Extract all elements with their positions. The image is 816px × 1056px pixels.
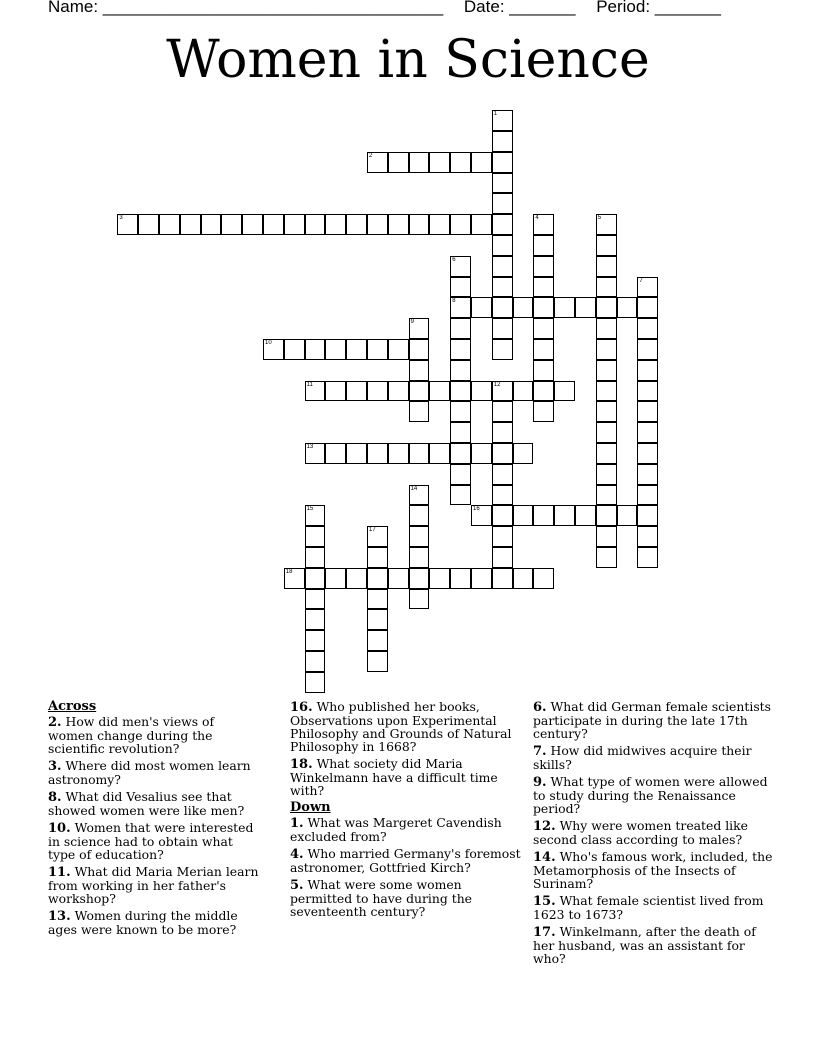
crossword-cell[interactable] — [492, 401, 513, 422]
clue-text: What society did Maria Winkelmann have a difficult time with? — [290, 756, 498, 798]
crossword-cell[interactable] — [492, 318, 513, 339]
crossword-cell[interactable] — [533, 401, 554, 422]
clue-text: What were some women permitted to have during the seventeenth century? — [290, 877, 473, 919]
clue-number-label: 10. — [48, 821, 71, 836]
crossword-cell[interactable] — [533, 235, 554, 256]
clue-item — [290, 816, 525, 843]
crossword-cell[interactable] — [221, 214, 242, 235]
crossword-cell[interactable] — [637, 443, 658, 464]
crossword-cell[interactable] — [554, 381, 575, 402]
clue-item — [48, 715, 263, 755]
crossword-cell[interactable] — [409, 318, 430, 339]
crossword-cell[interactable] — [325, 568, 346, 589]
clue-text: How did men's views of women change during the scientific revolution? — [48, 714, 215, 756]
crossword-cell[interactable] — [492, 152, 513, 173]
crossword-cell[interactable] — [492, 568, 513, 589]
crossword-cell[interactable] — [596, 235, 617, 256]
crossword-cell[interactable] — [450, 443, 471, 464]
crossword-cell[interactable] — [388, 152, 409, 173]
crossword-cell[interactable] — [596, 277, 617, 298]
date-field[interactable]: Date: _______ — [463, 0, 576, 16]
crossword-cell[interactable] — [492, 505, 513, 526]
clue-number: 2 — [369, 152, 373, 159]
clue-number-label: 16. — [290, 700, 313, 715]
crossword-cell[interactable] — [409, 526, 430, 547]
crossword-cell[interactable] — [159, 214, 180, 235]
clue-text: How did midwives acquire their skills? — [533, 743, 752, 772]
crossword-cell[interactable] — [533, 505, 554, 526]
crossword-cell[interactable] — [388, 339, 409, 360]
crossword-cell[interactable] — [637, 547, 658, 568]
crossword-cell[interactable] — [471, 381, 492, 402]
clue-number-label: 2. — [48, 715, 62, 730]
crossword-cell[interactable] — [346, 443, 367, 464]
crossword-cell[interactable] — [325, 381, 346, 402]
crossword-cell[interactable] — [305, 630, 326, 651]
clue-number: 15 — [306, 506, 314, 513]
crossword-cell[interactable] — [409, 547, 430, 568]
crossword-cell[interactable] — [367, 630, 388, 651]
crossword-cell[interactable] — [637, 422, 658, 443]
crossword-cell[interactable] — [367, 152, 388, 173]
crossword-cell[interactable] — [346, 339, 367, 360]
crossword-cell[interactable] — [305, 381, 326, 402]
crossword-cell[interactable] — [346, 381, 367, 402]
crossword-cell[interactable] — [429, 443, 450, 464]
crossword-cell[interactable] — [471, 214, 492, 235]
crossword-cell[interactable] — [492, 485, 513, 506]
crossword-cell[interactable] — [533, 277, 554, 298]
crossword-cell[interactable] — [533, 339, 554, 360]
crossword-cell[interactable] — [471, 443, 492, 464]
crossword-cell[interactable] — [596, 214, 617, 235]
clue-item — [48, 821, 263, 861]
crossword-cell[interactable] — [492, 277, 513, 298]
crossword-cell[interactable] — [637, 360, 658, 381]
crossword-cell[interactable] — [637, 505, 658, 526]
crossword-cell[interactable] — [117, 214, 138, 235]
crossword-cell[interactable] — [596, 464, 617, 485]
crossword-cell[interactable] — [492, 297, 513, 318]
crossword-cell[interactable] — [513, 443, 534, 464]
crossword-cell[interactable] — [450, 401, 471, 422]
crossword-cell[interactable] — [513, 297, 534, 318]
clue-item — [533, 925, 773, 965]
crossword-cell[interactable] — [450, 464, 471, 485]
crossword-cell[interactable] — [617, 505, 638, 526]
clue-number: 13 — [306, 444, 314, 450]
crossword-cell[interactable] — [409, 568, 430, 589]
crossword-cell[interactable] — [492, 526, 513, 547]
crossword-cell[interactable] — [492, 381, 513, 402]
clue-text: What did Maria Merian learn from working in her father's workshop? — [48, 864, 259, 906]
clue-number-label: 9. — [533, 775, 547, 790]
crossword-cell[interactable] — [409, 401, 430, 422]
crossword-cell[interactable] — [409, 152, 430, 173]
clue-number-label: 13. — [48, 909, 71, 924]
crossword-cell[interactable] — [305, 609, 326, 630]
crossword-cell[interactable] — [305, 651, 326, 672]
crossword-cell[interactable] — [596, 360, 617, 381]
clue-item — [533, 819, 773, 846]
crossword-cell[interactable] — [492, 193, 513, 214]
clue-text: Who married Germany's foremost astronomer, Gottfried Kirch? — [290, 846, 521, 875]
clue-number: 4 — [535, 215, 539, 222]
clue-item — [290, 847, 525, 874]
crossword-cell[interactable] — [596, 297, 617, 318]
crossword-cell[interactable] — [367, 214, 388, 235]
clue-text: What did Vesalius see that showed women were like men? — [48, 789, 245, 818]
clue-number: 9 — [410, 319, 414, 326]
crossword-cell[interactable] — [575, 505, 596, 526]
crossword-cell[interactable] — [637, 526, 658, 547]
crossword-cell[interactable] — [492, 131, 513, 152]
crossword-cell[interactable] — [471, 568, 492, 589]
crossword-cell[interactable] — [305, 589, 326, 610]
crossword-cell[interactable] — [450, 318, 471, 339]
crossword-cell[interactable] — [492, 173, 513, 194]
crossword-cell[interactable] — [450, 568, 471, 589]
crossword-cell[interactable] — [388, 568, 409, 589]
crossword-cell[interactable] — [596, 339, 617, 360]
clue-text: Who published her books, Observations upon Experimental Philosophy and Grounds of Natural Philosophy in 1668? — [290, 699, 512, 754]
crossword-cell[interactable] — [554, 505, 575, 526]
clue-text: What did German female scientists participate in during the late 17th century? — [533, 699, 772, 741]
clue-number: 17 — [369, 527, 376, 534]
clue-number: 12 — [493, 381, 501, 388]
clue-number-label: 18. — [290, 757, 313, 772]
clue-item — [290, 878, 525, 918]
crossword-cell[interactable] — [596, 381, 617, 402]
clue-number-label: 12. — [533, 819, 556, 834]
clue-number-label: 7. — [533, 744, 547, 759]
crossword-cell[interactable] — [492, 443, 513, 464]
clue-number: 8 — [452, 298, 456, 305]
crossword-cell[interactable] — [429, 214, 450, 235]
crossword-cell[interactable] — [305, 568, 326, 589]
across-heading: Across — [48, 699, 97, 714]
clue-text: What female scientist lived from 1623 to 1673? — [533, 893, 764, 922]
crossword-cell[interactable] — [533, 297, 554, 318]
clue-number-label: 11. — [48, 865, 71, 880]
crossword-cell[interactable] — [409, 443, 430, 464]
clue-text: What type of women were allowed to study during the Renaissance period? — [533, 774, 768, 816]
crossword-cell[interactable] — [305, 339, 326, 360]
clues-column-3 — [533, 700, 773, 969]
crossword-cell[interactable] — [450, 339, 471, 360]
clues-column-2 — [290, 700, 525, 922]
crossword-cell[interactable] — [325, 339, 346, 360]
crossword-cell[interactable] — [409, 485, 430, 506]
crossword-cell[interactable] — [325, 443, 346, 464]
crossword-cell[interactable] — [367, 589, 388, 610]
crossword-cell[interactable] — [367, 651, 388, 672]
crossword-cell[interactable] — [242, 214, 263, 235]
clue-text: Winkelmann, after the death of her husband, was an assistant for who? — [533, 924, 756, 966]
clues-column-1 — [48, 700, 263, 940]
crossword-cell[interactable] — [637, 401, 658, 422]
clue-number-label: 4. — [290, 847, 304, 862]
crossword-cell[interactable] — [305, 505, 326, 526]
clue-number: 1 — [493, 111, 498, 118]
clue-number: 11 — [306, 381, 313, 388]
crossword-cell[interactable] — [305, 526, 326, 547]
clue-item — [48, 759, 263, 786]
crossword-cell[interactable] — [596, 256, 617, 277]
crossword-cell[interactable] — [409, 214, 430, 235]
clue-number-label: 14. — [533, 850, 556, 865]
crossword-cell[interactable] — [637, 297, 658, 318]
crossword-cell[interactable] — [325, 214, 346, 235]
clue-item — [533, 744, 773, 771]
clue-number-label: 17. — [533, 925, 556, 940]
page-title: Women in Science — [166, 30, 650, 90]
clue-text: Who's famous work, included, the Metamorphosis of the Insects of Surinam? — [533, 849, 773, 891]
crossword-cell[interactable] — [596, 401, 617, 422]
clue-text: Why were women treated like second class according to males? — [533, 818, 748, 847]
crossword-cell[interactable] — [409, 505, 430, 526]
clue-number-label: 8. — [48, 790, 62, 805]
clue-number-label: 6. — [533, 700, 547, 715]
crossword-cell[interactable] — [492, 256, 513, 277]
crossword-cell[interactable] — [554, 297, 575, 318]
crossword-cell[interactable] — [492, 235, 513, 256]
crossword-cell[interactable] — [533, 318, 554, 339]
clue-text: Women during the middle ages were known to be more? — [48, 908, 238, 937]
clue-item — [533, 894, 773, 921]
crossword-cell[interactable] — [637, 381, 658, 402]
crossword-cell[interactable] — [138, 214, 159, 235]
crossword-cell[interactable] — [450, 381, 471, 402]
crossword-cell[interactable] — [367, 339, 388, 360]
crossword-cell[interactable] — [409, 381, 430, 402]
clue-number: 18 — [285, 568, 293, 575]
crossword-cell[interactable] — [596, 422, 617, 443]
clue-item — [533, 775, 773, 815]
crossword-cell[interactable] — [533, 360, 554, 381]
crossword-cell[interactable] — [492, 464, 513, 485]
crossword-cell[interactable] — [637, 339, 658, 360]
clue-item — [290, 757, 525, 797]
crossword-cell[interactable] — [596, 318, 617, 339]
crossword-cell[interactable] — [596, 547, 617, 568]
crossword-cell[interactable] — [492, 110, 513, 131]
crossword-cell[interactable] — [284, 339, 305, 360]
crossword-cell[interactable] — [305, 672, 326, 693]
crossword-cell[interactable] — [513, 505, 534, 526]
crossword-cell[interactable] — [367, 526, 388, 547]
crossword-cell[interactable] — [263, 214, 284, 235]
crossword-cell[interactable] — [284, 568, 305, 589]
clue-number-label: 1. — [290, 816, 304, 831]
crossword-cell[interactable] — [533, 214, 554, 235]
clue-number-label: 15. — [533, 894, 556, 909]
crossword-cell[interactable] — [533, 568, 554, 589]
crossword-cell[interactable] — [367, 547, 388, 568]
crossword-cell[interactable] — [409, 589, 430, 610]
crossword-cell[interactable] — [429, 568, 450, 589]
crossword-cell[interactable] — [513, 568, 534, 589]
crossword-cell[interactable] — [305, 214, 326, 235]
crossword-cell[interactable] — [367, 609, 388, 630]
clue-item — [48, 865, 263, 905]
crossword-cell[interactable] — [429, 152, 450, 173]
clue-text: What was Margeret Cavendish excluded from? — [290, 815, 502, 844]
clue-number: 16 — [473, 506, 480, 513]
clue-item — [48, 909, 263, 936]
crossword-cell[interactable] — [513, 381, 534, 402]
crossword-cell[interactable] — [450, 214, 471, 235]
clue-number-label: 5. — [290, 878, 304, 893]
crossword-cell[interactable] — [596, 485, 617, 506]
crossword-cell[interactable] — [346, 568, 367, 589]
down-heading: Down — [290, 800, 331, 815]
crossword-cell[interactable] — [492, 339, 513, 360]
crossword-cell[interactable] — [471, 152, 492, 173]
clue-number: 10 — [265, 340, 272, 346]
crossword-cell[interactable] — [450, 277, 471, 298]
clue-text: Women that were interested in science had to obtain what type of education? — [48, 820, 254, 862]
crossword-cell[interactable] — [637, 318, 658, 339]
clue-number: 14 — [410, 485, 418, 492]
crossword-cell[interactable] — [471, 297, 492, 318]
crossword-cell[interactable] — [637, 464, 658, 485]
clue-text: Where did most women learn astronomy? — [48, 758, 251, 787]
crossword-cell[interactable] — [367, 443, 388, 464]
crossword-cell[interactable] — [596, 443, 617, 464]
crossword-cell[interactable] — [305, 443, 326, 464]
clue-number: 5 — [597, 215, 602, 222]
crossword-cell[interactable] — [637, 485, 658, 506]
clue-item — [48, 790, 263, 817]
clue-number: 7 — [639, 277, 643, 284]
clue-number: 6 — [452, 256, 456, 263]
crossword-cell[interactable] — [367, 568, 388, 589]
crossword-cell[interactable] — [596, 526, 617, 547]
crossword-cell[interactable] — [492, 547, 513, 568]
crossword-cell[interactable] — [388, 381, 409, 402]
crossword-cell[interactable] — [180, 214, 201, 235]
crossword-cell[interactable] — [533, 256, 554, 277]
period-field[interactable]: Period: _______ — [596, 0, 721, 16]
crossword-cell[interactable] — [346, 214, 367, 235]
clue-number-label: 3. — [48, 759, 62, 774]
crossword-cell[interactable] — [596, 505, 617, 526]
crossword-cell[interactable] — [492, 214, 513, 235]
crossword-cell[interactable] — [284, 214, 305, 235]
crossword-cell[interactable] — [575, 297, 596, 318]
crossword-cell[interactable] — [450, 360, 471, 381]
clue-number: 3 — [119, 215, 123, 222]
clue-item — [533, 700, 773, 740]
crossword-cell[interactable] — [637, 277, 658, 298]
crossword-cell[interactable] — [533, 381, 554, 402]
crossword-cell[interactable] — [409, 360, 430, 381]
clue-item — [533, 850, 773, 890]
crossword-cell[interactable] — [450, 297, 471, 318]
crossword-cell[interactable] — [450, 485, 471, 506]
crossword-cell[interactable] — [305, 547, 326, 568]
crossword-cell[interactable] — [201, 214, 222, 235]
crossword-cell[interactable] — [617, 297, 638, 318]
name-field[interactable]: Name: ____________________________________ — [48, 0, 444, 16]
clue-item — [290, 700, 525, 753]
crossword-cell[interactable] — [471, 505, 492, 526]
crossword-cell[interactable] — [429, 381, 450, 402]
crossword-cell[interactable] — [409, 339, 430, 360]
crossword-cell[interactable] — [492, 422, 513, 443]
crossword-cell[interactable] — [388, 443, 409, 464]
crossword-cell[interactable] — [263, 339, 284, 360]
crossword-cell[interactable] — [450, 256, 471, 277]
crossword-cell[interactable] — [450, 152, 471, 173]
crossword-cell[interactable] — [388, 214, 409, 235]
crossword-cell[interactable] — [367, 381, 388, 402]
crossword-cell[interactable] — [450, 422, 471, 443]
